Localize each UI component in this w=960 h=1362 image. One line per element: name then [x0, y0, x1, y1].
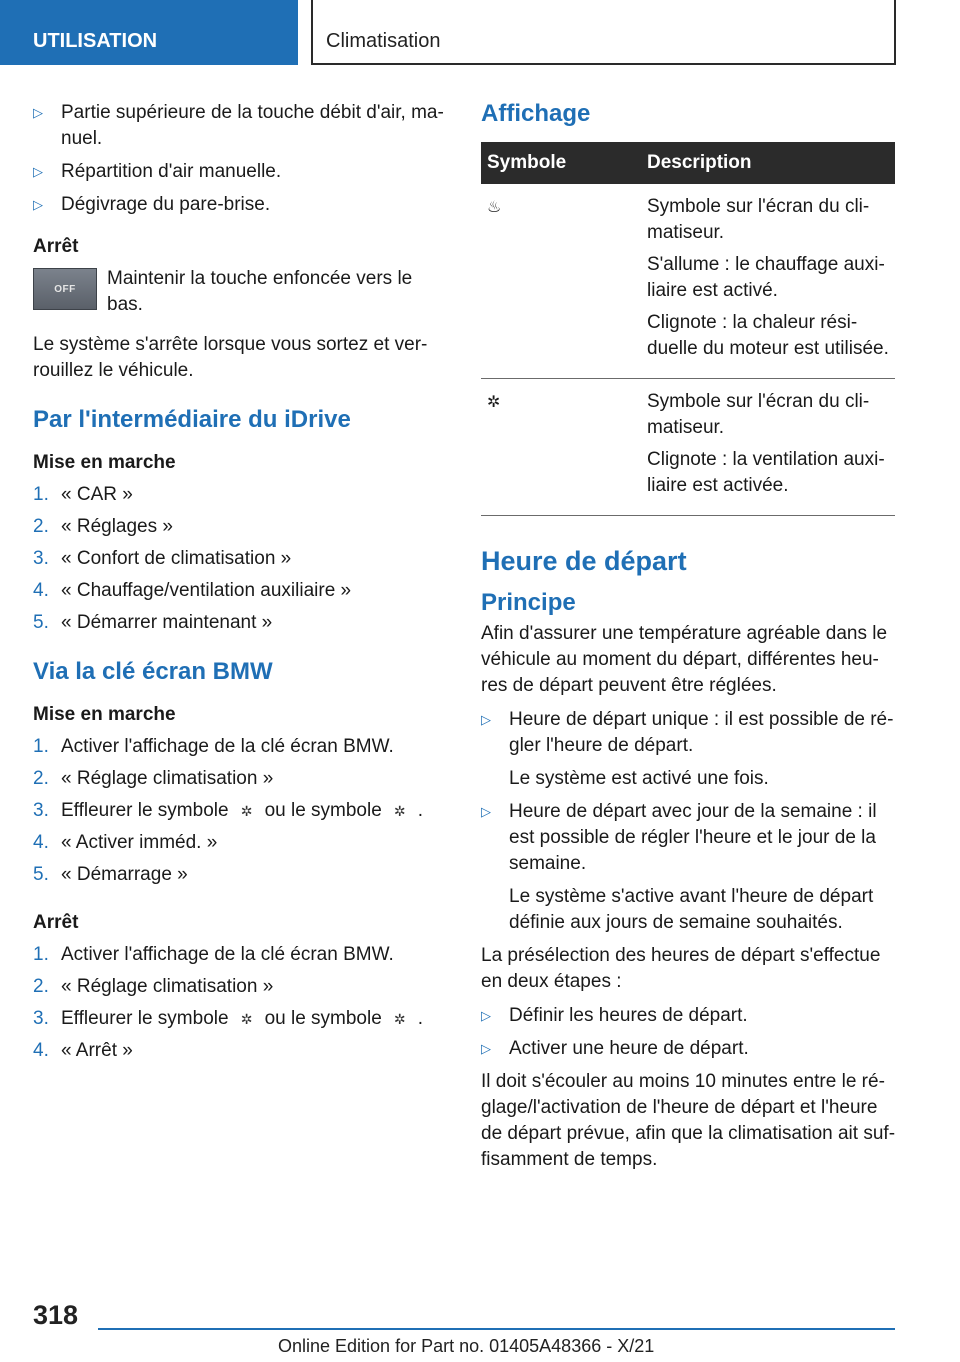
list-item: 2. « Réglage climatisation » — [33, 768, 274, 789]
list-item: 3. Effleurer le symbole ✲ ou le symbole ✲ . — [33, 1006, 445, 1032]
final-paragraph: Il doit s'écouler au moins 10 minutes entre le réglage/l'activation de l'heure de départ et l'heure de départ prévue, afin que la climatisation ait suffisamment de temps. — [481, 1071, 896, 1170]
idrive-steps — [33, 482, 445, 636]
key-steps-on — [33, 734, 445, 888]
list-item: 4. « Arrêt » — [33, 1040, 133, 1061]
fan-icon: ✲ — [487, 394, 501, 411]
right-column — [481, 100, 895, 1173]
heat-waves-icon: ♨ — [487, 199, 502, 216]
symbol-cell — [481, 379, 641, 516]
section-tab — [0, 0, 298, 65]
list-item: 3. Effleurer le symbole ✲ ou le symbole ✲ . — [33, 798, 445, 824]
fan-off-label: OFF — [54, 283, 76, 295]
list-item: 2. « Réglages » — [33, 516, 173, 537]
description-cell: Symbole sur l'écran du climatiseur. Clignote : la ventilation auxiliaire est activée. — [641, 379, 895, 516]
list-item: ▷ Partie supérieure de la touche débit d'air, manuel. — [33, 102, 444, 149]
depart-bullets — [481, 707, 895, 759]
bullet-subtext: Le système est activé une fois. — [509, 768, 769, 789]
page-number: 318 — [33, 1300, 79, 1330]
footer-divider — [98, 1328, 895, 1330]
list-item: ▷ Répartition d'air manuelle. — [33, 159, 445, 185]
list-item: 5. « Démarrage » — [33, 864, 188, 885]
display-heading: Affichage — [481, 100, 591, 127]
list-item: 4. « Chauffage/ventilation auxiliaire » — [33, 580, 352, 601]
list-item: 1. « CAR » — [33, 484, 133, 505]
symbol-table — [481, 142, 895, 516]
depart-heading: Heure de départ — [481, 546, 687, 576]
preselection-bullets — [481, 1003, 895, 1062]
preselection-paragraph: La présélection des heures de départ s'effectue en deux étapes : — [481, 945, 881, 992]
arret-heading: Arrêt — [33, 236, 79, 257]
triangle-right-outline-icon: ▷ — [33, 105, 43, 120]
arret-instruction — [33, 266, 445, 318]
key-subheading-off: Arrêt — [33, 912, 79, 933]
chapter-title: Climatisation — [326, 30, 441, 52]
list-item: 1. Activer l'affichage de la clé écran BMW. — [33, 944, 394, 965]
list-item: 1. Activer l'affichage de la clé écran BMW. — [33, 736, 394, 757]
table-row — [481, 184, 895, 379]
triangle-right-outline-icon: ▷ — [33, 197, 43, 212]
triangle-right-outline-icon: ▷ — [481, 1041, 491, 1056]
list-item: ▷ Heure de départ avec jour de la semaine : il est possible de régler l'heure et le jour de la semaine. — [481, 801, 877, 874]
list-item: 4. « Activer imméd. » — [33, 832, 218, 853]
key-heading: Via la clé écran BMW — [33, 658, 273, 685]
fan-off-button-image — [33, 268, 97, 310]
footer-edition: Online Edition for Part no. 01405A48366 - X/21 — [278, 1336, 655, 1356]
triangle-right-outline-icon: ▷ — [481, 712, 491, 727]
bullet-subtext: Le système s'active avant l'heure de départ définie aux jours de semaine souhaités. — [509, 886, 874, 933]
list-item: ▷ Dégivrage du pare-brise. — [33, 192, 445, 218]
fan-icon: ✲ — [240, 1011, 253, 1027]
left-column — [33, 100, 445, 1070]
arret-paragraph: Le système s'arrête lorsque vous sortez et verrouillez le véhicule. — [33, 334, 428, 381]
key-subheading-on: Mise en marche — [33, 704, 176, 725]
key-steps-off — [33, 942, 445, 1064]
col-description-header: Description — [641, 142, 895, 184]
list-item: 3. « Confort de climatisation » — [33, 548, 292, 569]
col-symbol-header: Symbole — [481, 142, 641, 184]
principe-paragraph: Afin d'assurer une température agréable dans le véhicule au moment du départ, différentes heures de départ peuvent être réglées. — [481, 623, 888, 696]
principe-heading: Principe — [481, 589, 576, 616]
fan-heat-icon: ✲ — [393, 803, 406, 819]
section-title: UTILISATION — [33, 30, 158, 52]
fan-icon: ✲ — [240, 803, 253, 819]
idrive-subheading: Mise en marche — [33, 452, 176, 473]
triangle-right-outline-icon: ▷ — [481, 804, 491, 819]
fan-heat-icon: ✲ — [393, 1011, 406, 1027]
list-item: ▷ Activer une heure de départ. — [481, 1036, 895, 1062]
table-row — [481, 379, 895, 516]
idrive-heading: Par l'intermédiaire du iDrive — [33, 406, 351, 433]
depart-bullets-2 — [481, 799, 895, 877]
list-item: ▷ Définir les heures de départ. — [481, 1003, 895, 1029]
list-item: 5. « Démarrer maintenant » — [33, 612, 273, 633]
arret-text: Maintenir la touche enfoncée vers le bas. — [107, 268, 413, 315]
bullet-list-top — [33, 100, 445, 218]
table-header — [481, 142, 895, 184]
chapter-tab — [311, 0, 896, 65]
list-item: 2. « Réglage climatisation » — [33, 976, 274, 997]
symbol-cell — [481, 184, 641, 379]
triangle-right-outline-icon: ▷ — [33, 164, 43, 179]
description-cell: Symbole sur l'écran du climatiseur. S'allume : le chauffage auxiliaire est activé. Clignote : la chaleur résiduelle du moteur est utilisée. — [641, 184, 895, 379]
list-item: ▷ Heure de départ unique : il est possible de régler l'heure de départ. — [481, 709, 894, 756]
triangle-right-outline-icon: ▷ — [481, 1008, 491, 1023]
